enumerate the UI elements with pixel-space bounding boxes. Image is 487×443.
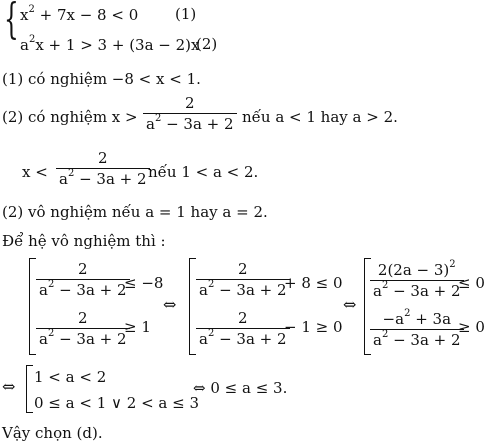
final-r2: 0 ≤ a < 1 ∨ 2 < a ≤ 3 xyxy=(34,394,199,412)
line-condition: Để hệ vô nghiệm thì : xyxy=(2,232,166,250)
conclusion: Vậy chọn (d). xyxy=(2,424,103,442)
system-eq1-label: (1) xyxy=(175,5,197,23)
system-eq2-label: (2) xyxy=(196,35,218,53)
fraction-line3: $\frac{2}{a^2 - 3a + 2}$ xyxy=(56,151,150,187)
system-eq2: $a^2x + 1 > 3 + (3a - 2)x$ xyxy=(20,34,200,54)
block1-r2-rel: ≥ 1 xyxy=(124,318,151,336)
bracket-final xyxy=(26,365,33,413)
line-no-solution: (2) vô nghiệm nếu a = 1 hay a = 2. xyxy=(2,203,268,221)
iff-symbol-3: ⇔ xyxy=(2,377,16,396)
line-solution-2-pre: (2) có nghiệm x > xyxy=(2,108,138,126)
system-brace: { xyxy=(4,0,19,43)
block3-r1-rel: ≤ 0 xyxy=(458,274,485,292)
bracket-block1 xyxy=(29,258,36,355)
line-solution-1: (1) có nghiệm −8 < x < 1. xyxy=(2,70,201,88)
fraction-block2-r2: $\frac{2}{a^2 - 3a + 2}$ xyxy=(196,311,290,347)
iff-symbol-1: ⇔ xyxy=(163,295,177,314)
bracket-block2 xyxy=(189,258,196,355)
fraction-block1-r1: $\frac{2}{a^2 - 3a + 2}$ xyxy=(36,262,130,298)
line-solution-3-pre: x < xyxy=(22,163,48,181)
iff-symbol-2: ⇔ xyxy=(343,295,357,314)
system-eq1: $x^2 + 7x - 8 < 0$ xyxy=(20,4,139,24)
block2-r1-rel: + 8 ≤ 0 xyxy=(284,274,343,292)
fraction-block1-r2: $\frac{2}{a^2 - 3a + 2}$ xyxy=(36,311,130,347)
final-r1: 1 < a < 2 xyxy=(34,368,107,386)
final-result: ⇔ 0 ≤ a ≤ 3. xyxy=(193,379,288,397)
fraction-block3-r1: $\frac{2(2a - 3)^2}{a^2 - 3a + 2}$ xyxy=(370,262,464,299)
fraction-block3-r2: $\frac{-a^2 + 3a}{a^2 - 3a + 2}$ xyxy=(370,311,464,348)
block1-r1-rel: ≤ −8 xyxy=(124,274,164,292)
block2-r2-rel: − 1 ≥ 0 xyxy=(284,318,343,336)
block3-r2-rel: ≥ 0 xyxy=(458,318,485,336)
line-solution-3-post: nếu 1 < a < 2. xyxy=(148,163,259,181)
fraction-block2-r1: $\frac{2}{a^2 - 3a + 2}$ xyxy=(196,262,290,298)
line-solution-2-post: nếu a < 1 hay a > 2. xyxy=(242,108,398,126)
fraction-line2: $\frac{2}{a^2 - 3a + 2}$ xyxy=(143,96,237,132)
